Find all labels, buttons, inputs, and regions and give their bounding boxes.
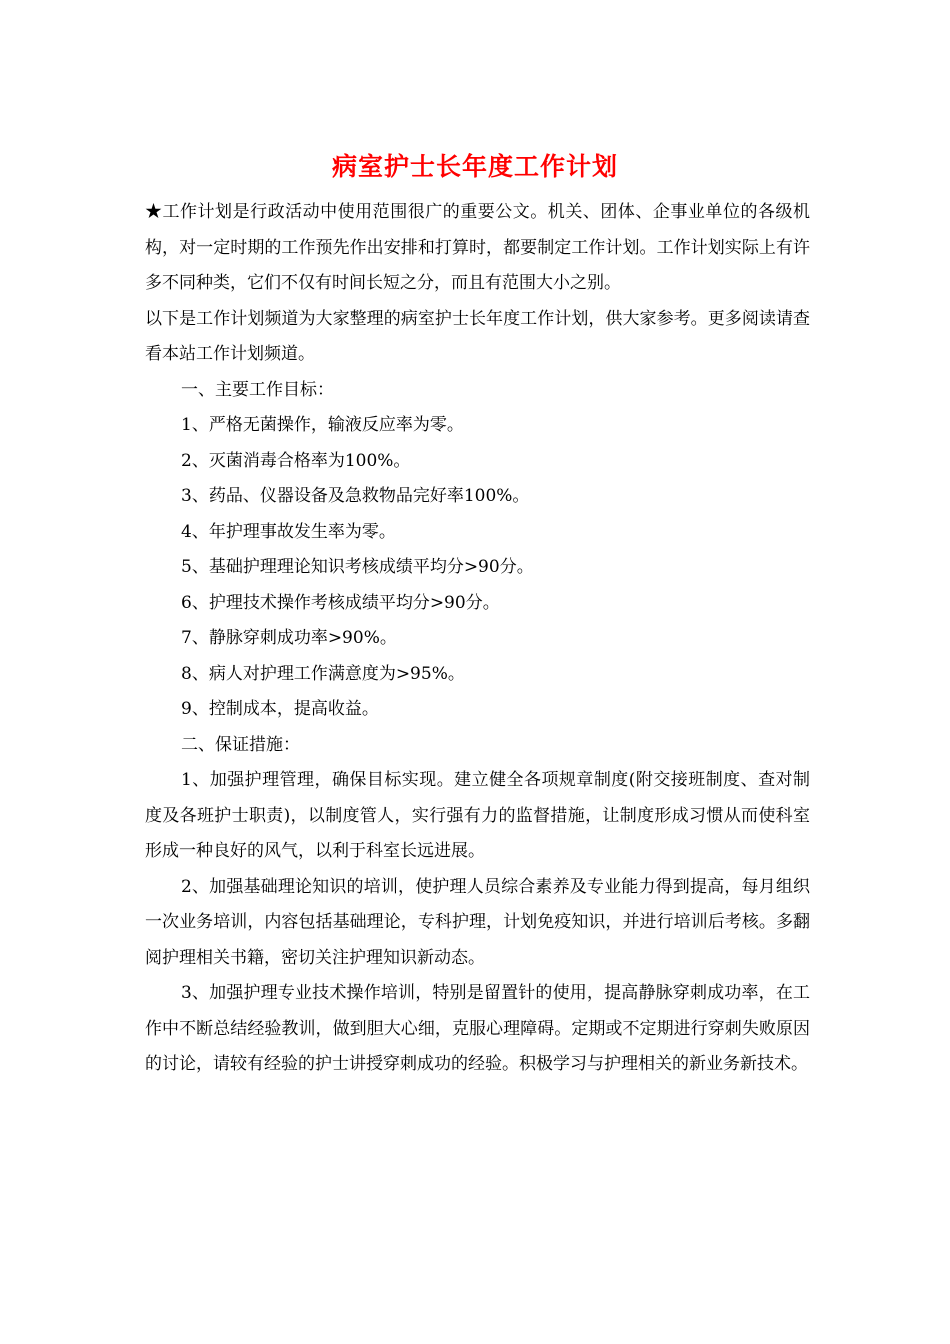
- goal-item: 3、药品、仪器设备及急救物品完好率100%。: [181, 486, 530, 506]
- goal-item: 7、静脉穿刺成功率>90%。: [181, 628, 397, 648]
- intro-paragraph: 以下是工作计划频道为大家整理的病室护士长年度工作计划，供大家参考。更多阅读请查看本站工作计划频道。: [145, 308, 810, 364]
- goal-item: 8、病人对护理工作满意度为>95%。: [181, 663, 465, 684]
- section-heading: 二、保证措施：: [181, 734, 300, 755]
- measure-paragraph: 1、加强护理管理，确保目标实现。建立健全各项规章制度(附交接班制度、查对制度及各班护士职责)，以制度管人，实行强有力的监督措施，让制度形成习惯从而使科室形成一种良好的风气，以利于科室长远进展。: [145, 770, 810, 861]
- intro-paragraph: ★工作计划是行政活动中使用范围很广的重要公文。机关、团体、企事业单位的各级机构，对一定时期的工作预先作出安排和打算时，都要制定工作计划。工作计划实际上有许多不同种类，它们不仅有时间长短之分，而且有范围大小之别。: [145, 202, 810, 293]
- section-heading: 一、主要工作目标：: [181, 379, 334, 400]
- document-body: [145, 195, 810, 1083]
- goal-item: 5、基础护理理论知识考核成绩平均分>90分。: [181, 557, 534, 577]
- goal-item: 2、灭菌消毒合格率为100%。: [181, 450, 411, 471]
- goal-item: 1、严格无菌操作，输液反应率为零。: [181, 415, 464, 435]
- measure-paragraph: 3、加强护理专业技术操作培训，特别是留置针的使用，提高静脉穿刺成功率，在工作中不断总结经验教训，做到胆大心细，克服心理障碍。定期或不定期进行穿刺失败原因的讨论，请较有经验的护士讲授穿刺成功的经验。积极学习与护理相关的新业务新技术。: [145, 983, 810, 1074]
- goal-item: 9、控制成本，提高收益。: [181, 699, 379, 719]
- goal-item: 4、年护理事故发生率为零。: [181, 521, 396, 542]
- measure-paragraph: 2、加强基础理论知识的培训，使护理人员综合素养及专业能力得到提高，每月组织一次业务培训，内容包括基础理论，专科护理，计划免疫知识，并进行培训后考核。多翻阅护理相关书籍，密切关注护理知识新动态。: [145, 876, 810, 968]
- goal-item: 6、护理技术操作考核成绩平均分>90分。: [181, 592, 500, 613]
- document-title: 病室护士长年度工作计划: [331, 152, 618, 181]
